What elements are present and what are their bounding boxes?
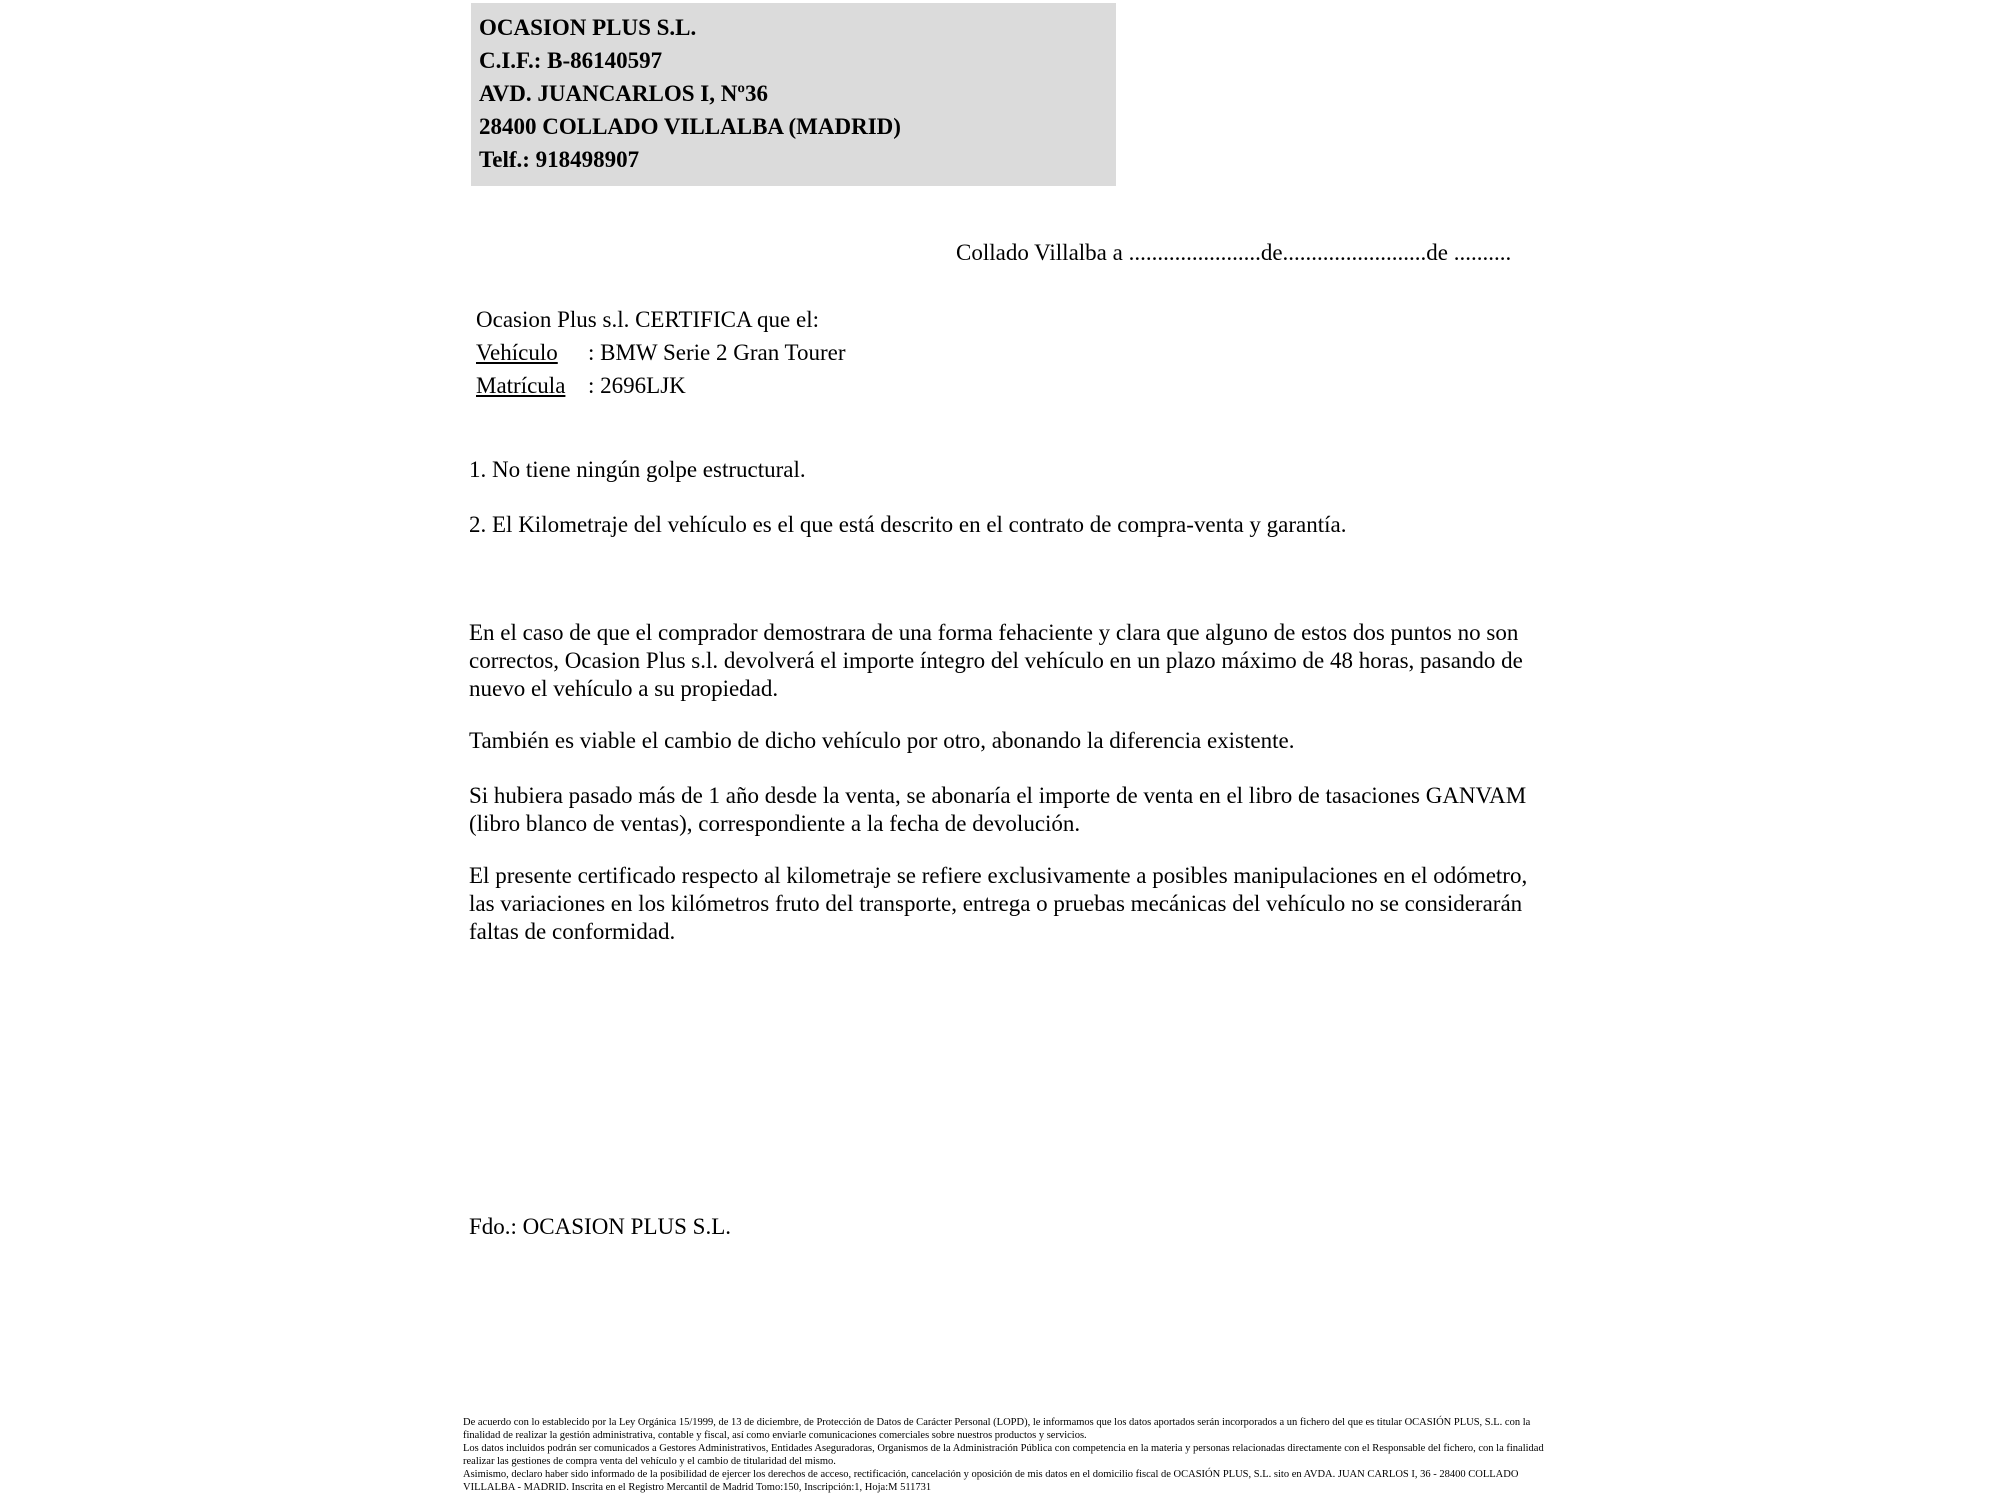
vehicle-label-wrap	[476, 336, 588, 369]
vehicle-label: Vehículo	[476, 340, 558, 365]
company-address: AVD. JUANCARLOS I, Nº36	[479, 81, 768, 106]
body-paragraph-ganvam: Si hubiera pasado más de 1 año desde la venta, se abonaría el importe de venta en el libro de tasaciones GANVAM (libro blanco de ventas), correspondiente a la fecha de devolución.	[469, 783, 1527, 836]
body-paragraph-odometer: El presente certificado respecto al kilometraje se refiere exclusivamente a posibles manipulaciones en el odómetro, las variaciones en los kilómetros fruto del transporte, entrega o pruebas mecánicas del vehículo no se considerarán faltas de conformidad.	[469, 863, 1528, 944]
date-fill-line: Collado Villalba a .......................de.........................de ..........	[956, 240, 1512, 265]
company-phone: Telf.: 918498907	[479, 147, 640, 172]
certificate-point-1: 1. No tiene ningún golpe estructural.	[469, 457, 806, 482]
body-paragraph-exchange: También es viable el cambio de dicho vehículo por otro, abonando la diferencia existente.	[469, 728, 1295, 753]
company-city: 28400 COLLADO VILLALBA (MADRID)	[479, 114, 901, 139]
vehicle-value: : BMW Serie 2 Gran Tourer	[588, 340, 846, 365]
plate-value: : 2696LJK	[588, 373, 686, 398]
signature-line: Fdo.: OCASION PLUS S.L.	[469, 1214, 731, 1239]
certificate-point-2: 2. El Kilometraje del vehículo es el que está descrito en el contrato de compra-venta y garantía.	[469, 512, 1347, 537]
certify-block	[476, 303, 846, 402]
certify-intro: Ocasion Plus s.l. CERTIFICA que el:	[476, 307, 819, 332]
legal-footer-rights: Asimismo, declaro haber sido informado de la posibilidad de ejercer los derechos de acceso, rectificación, cancelación y oposición de mis datos en el domicilio fiscal de OCASIÓN PLUS, S.L. sito en AVDA. JUAN CARLOS I, 36 - 28400 COLLADO VILLALBA - MADRID. Inscrita en el Registro Mercantil de Madrid Tomo:150, Inscripción:1, Hoja:M 511731	[463, 1469, 1519, 1493]
company-cif: C.I.F.: B-86140597	[479, 48, 663, 73]
company-name: OCASION PLUS S.L.	[479, 15, 697, 40]
legal-footer-data-sharing: Los datos incluidos podrán ser comunicados a Gestores Administrativos, Entidades Aseguradoras, Organismos de la Administración Pública con competencia en la materia y personas relacionadas directamente con el Responsable del fichero, con la finalidad realizar las gestiones de compra venta del vehículo y el cambio de titularidad del mismo.	[463, 1443, 1544, 1467]
plate-row	[476, 369, 846, 402]
legal-footer	[463, 1416, 1553, 1494]
legal-footer-lopd: De acuerdo con lo establecido por la Ley Orgánica 15/1999, de 13 de diciembre, de Protección de Datos de Carácter Personal (LOPD), le informamos que los datos aportados serán incorporados a un fichero del que es titular OCASIÓN PLUS, S.L. con la finalidad de realizar la gestión administrativa, contable y fiscal, así como enviarle comunicaciones comerciales sobre nuestros productos y servicios.	[463, 1417, 1531, 1441]
body-paragraph-refund: En el caso de que el comprador demostrara de una forma fehaciente y clara que alguno de estos dos puntos no son correctos, Ocasion Plus s.l. devolverá el importe íntegro del vehículo en un plazo máximo de 48 horas, pasando de nuevo el vehículo a su propiedad.	[469, 620, 1523, 701]
company-header-box	[471, 3, 1116, 186]
vehicle-row	[476, 336, 846, 369]
plate-label-wrap	[476, 369, 588, 402]
plate-label: Matrícula	[476, 373, 566, 398]
